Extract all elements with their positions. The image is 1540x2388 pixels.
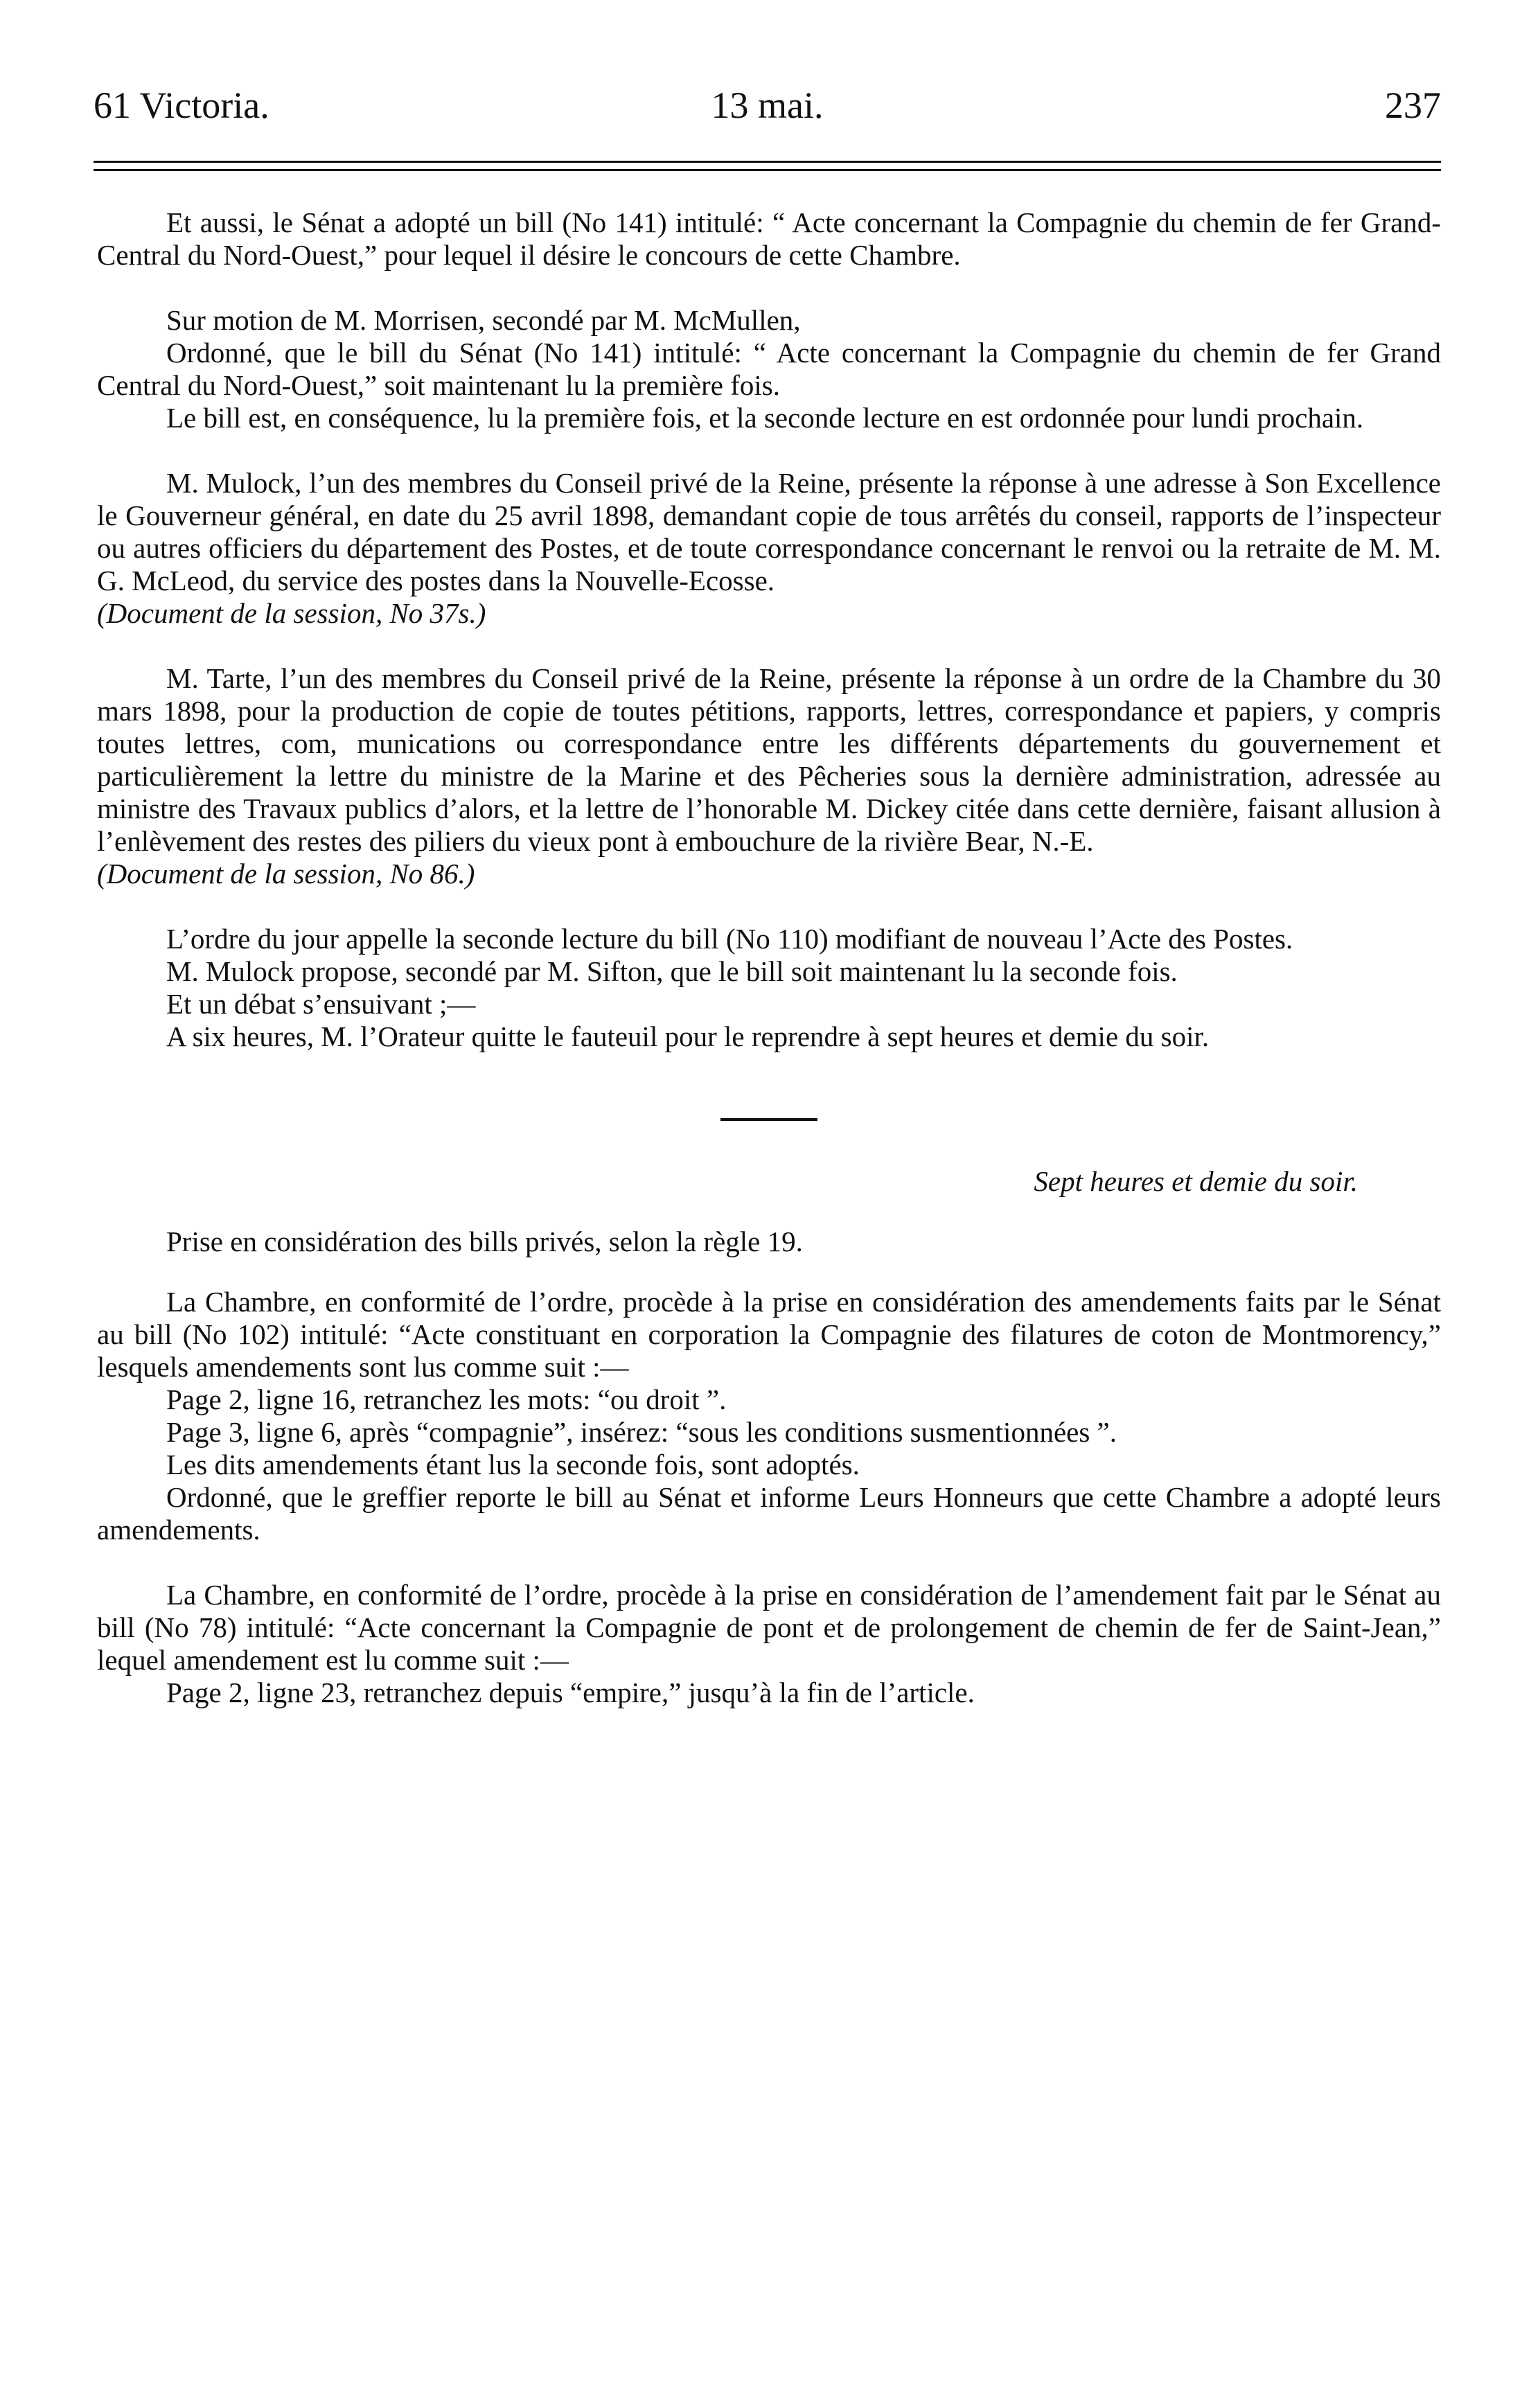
header-rule-bottom [94,169,1441,171]
paragraph-debate: Et un débat s’ensuivant ;— [166,988,476,1020]
paragraph-six-oclock: A six heures, M. l’Orateur quitte le fauteuil pour le reprendre à sept heures et demie du soir. [166,1020,1210,1052]
header-rule-top [94,161,1441,163]
paragraph-sessional-paper-86: (Document de la session, No 86.) [97,858,475,890]
paragraph-sessional-paper-37s: (Document de la session, No 37s.) [97,597,486,629]
paragraph-order-of-day: L’ordre du jour appelle la seconde lecture du bill (No 110) modifiant de nouveau l’Acte des Postes. [166,923,1293,955]
paragraph-mulock-return: M. Mulock, l’un des membres du Conseil privé de la Reine, présente la réponse à une adresse à Son Excellence le Gouverneur général, en date du 25 avril 1898, demandant copie de tous arrêtés du conseil, rapports de l’inspecteur ou autres officiers du département des Postes, et de toute correspondance concernant le renvoi ou la retraite de M. M. G. McLeod, du service des postes dans la Nouvelle-Ecosse. [97,467,1441,596]
page-header [94,78,1441,133]
page-body [97,206,1441,1709]
evening-sitting-heading: Sept heures et demie du soir. [1034,1165,1358,1197]
paragraph-amendments-adopted: Les dits amendements étant lus la seconde fois, sont adoptés. [166,1449,860,1480]
paragraph-tarte-return: M. Tarte, l’un des membres du Conseil privé de la Reine, présente la réponse à un ordre de la Chambre du 30 mars 1898, pour la production de copie de toutes pétitions, rapports, lettres, correspondance et papiers, y compris toutes lettres, com, munications ou correspondance entre les différents départements du gouvernement et particulièrement la lettre du ministre de la Marine et des Pêcheries sous la dernière administration, adressée au ministre des Travaux publics d’alors, et la lettre de l’honorable M. Dickey citée dans cette dernière, faisant allusion à l’enlèvement des restes des piliers du vieux pont à embouchure de la rivière Bear, N.-E. [97,662,1441,857]
page-number: 237 [1385,85,1441,126]
paragraph-amendment-page2: Page 2, ligne 16, retranchez les mots: “ou droit ”. [166,1383,727,1415]
paragraph-ordered-clerk: Ordonné, que le greffier reporte le bill au Sénat et informe Leurs Honneurs que cette Chambre a adopté leurs amendements. [97,1481,1441,1546]
paragraph-mulock-proposes: M. Mulock propose, secondé par M. Sifton, que le bill soit maintenant lu la seconde fois. [166,955,1178,987]
section-divider [720,1118,817,1121]
paragraph-motion: Sur motion de M. Morrisen, secondé par M. McMullen, [166,304,801,336]
paragraph-ordered-first-reading: Ordonné, que le bill du Sénat (No 141) intitulé: “ Acte concernant la Compagnie du chemin de fer Grand Central du Nord-Ouest,” soit maintenant lu la première fois. [97,337,1441,401]
paragraph-amendment-page3: Page 3, ligne 6, après “compagnie”, insérez: “sous les conditions susmentionnées ”. [166,1416,1117,1448]
paragraph-bill-102-amendments: La Chambre, en conformité de l’ordre, procède à la prise en considération des amendements faits par le Sénat au bill (No 102) intitulé: “Acte constituant en corporation la Compagnie des filatures de coton de Montmorency,” lesquels amendements sont lus comme suit :— [97,1286,1441,1383]
paragraph-senate-bill-141: Et aussi, le Sénat a adopté un bill (No 141) intitulé: “ Acte concernant la Compagnie du chemin de fer Grand-Central du Nord-Ouest,” pour lequel il désire le concours de cette Chambre. [97,206,1441,271]
paragraph-bill-78-amendment: La Chambre, en conformité de l’ordre, procède à la prise en considération de l’amendement fait par le Sénat au bill (No 78) intitulé: “Acte concernant la Compagnie de pont et de prolongement de chemin de fer de Saint-Jean,” lequel amendement est lu comme suit :— [97,1579,1441,1676]
paragraph-second-reading-ordered: Le bill est, en conséquence, lu la première fois, et la seconde lecture en est ordonnée pour lundi prochain. [166,402,1364,434]
header-volume: 61 Victoria. [94,85,269,126]
header-date: 13 mai. [711,85,824,126]
paragraph-private-bills: Prise en considération des bills privés, selon la règle 19. [166,1226,803,1257]
paragraph-amendment-page2-line23: Page 2, ligne 23, retranchez depuis “empire,” jusqu’à la fin de l’article. [166,1677,975,1708]
